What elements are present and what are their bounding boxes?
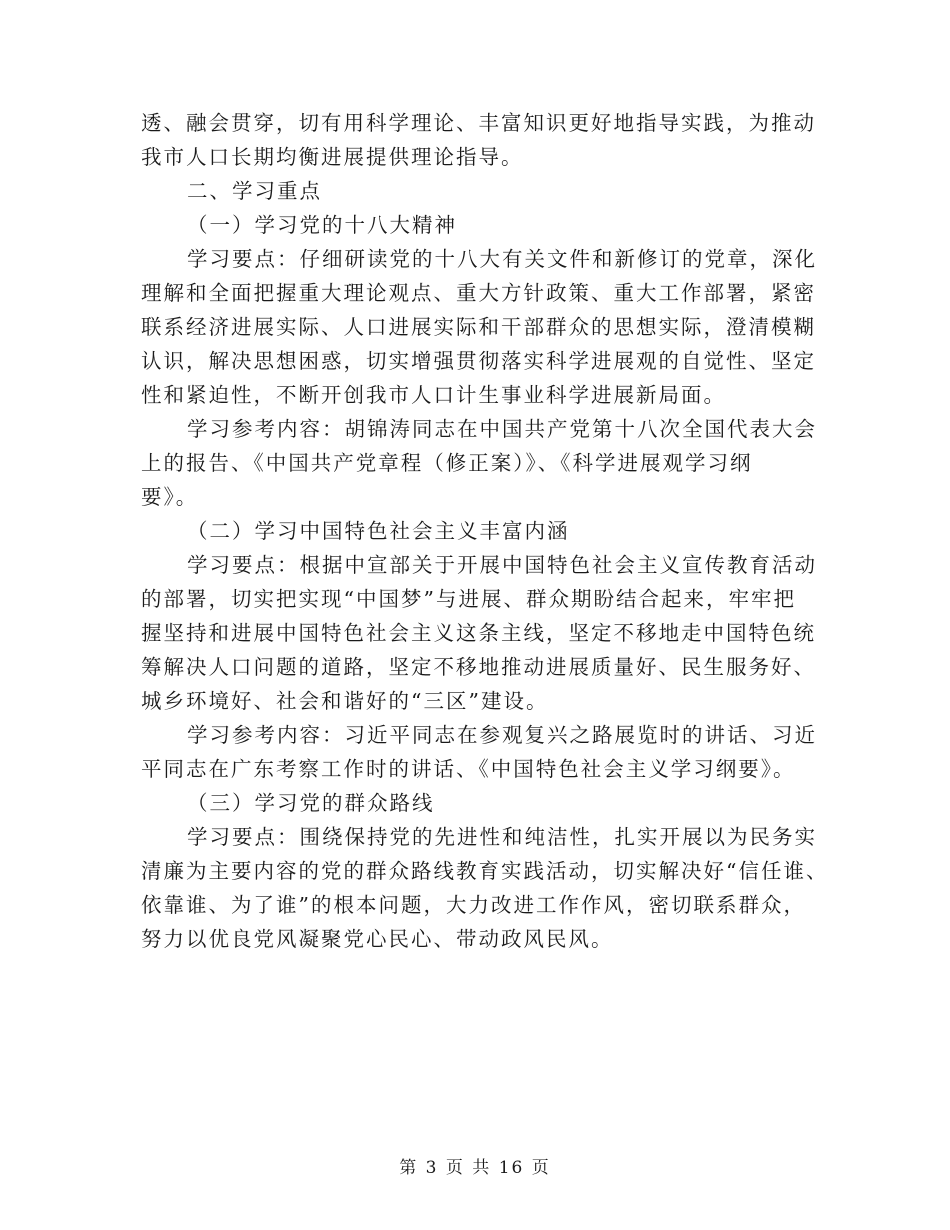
subsection-heading: （三）学习党的群众路线 (187, 791, 435, 815)
text-line: 学习要点：根据中宣部关于开展中国特色社会主义宣传教育活动 (187, 553, 817, 577)
subsection-heading: （一）学习党的十八大精神 (187, 213, 457, 237)
text-line: 平同志在广东考察工作时的讲话、《中国特色社会主义学习纲要》。 (141, 757, 796, 781)
text-line: 理解和全面把握重大理论观点、重大方针政策、重大工作部署，紧密 (141, 281, 816, 305)
text-line: 努力以优良党风凝聚党心民心、带动政风民风。 (141, 927, 614, 951)
text-line: 透、融会贯穿，切有用科学理论、丰富知识更好地指导实践，为推动 (141, 111, 816, 135)
text-line: 我市人口长期均衡进展提供理论指导。 (141, 145, 524, 169)
text-line: 的部署，切实把实现“中国梦”与进展、群众期盼结合起来，牢牢把 (141, 587, 796, 611)
text-line: 城乡环境好、社会和谐好的“三区”建设。 (141, 689, 549, 713)
text-line: 清廉为主要内容的党的群众路线教育实践活动，切实解决好“信任谁、 (141, 859, 829, 883)
section-heading: 二、学习重点 (187, 179, 322, 203)
document-body (141, 106, 829, 956)
text-line: 上的报告、《中国共产党章程（修正案）》、《科学进展观学习纲 (141, 451, 753, 475)
body-text (141, 106, 829, 956)
text-line: 筹解决人口问题的道路，坚定不移地推动进展质量好、民生服务好、 (141, 655, 816, 679)
text-line: 要》。 (141, 485, 199, 509)
page-footer: 第 3 页 共 16 页 (399, 1158, 551, 1178)
text-line: 联系经济进展实际、人口进展实际和干部群众的思想实际，澄清模糊 (141, 315, 816, 339)
subsection-heading: （二）学习中国特色社会主义丰富内涵 (187, 519, 570, 543)
text-line: 学习参考内容：习近平同志在参观复兴之路展览时的讲话、习近 (187, 723, 817, 747)
text-line: 学习要点：围绕保持党的先进性和纯洁性，扎实开展以为民务实 (187, 825, 817, 849)
text-line: 性和紧迫性，不断开创我市人口计生事业科学进展新局面。 (141, 383, 726, 407)
text-line: 握坚持和进展中国特色社会主义这条主线，坚定不移地走中国特色统 (141, 621, 816, 645)
text-line: 学习要点：仔细研读党的十八大有关文件和新修订的党章，深化 (187, 247, 817, 271)
text-line: 认识，解决思想困惑，切实增强贯彻落实科学进展观的自觉性、坚定 (141, 349, 816, 373)
text-line: 依靠谁、为了谁”的根本问题，大力改进工作作风，密切联系群众， (141, 893, 806, 917)
text-line: 学习参考内容：胡锦涛同志在中国共产党第十八次全国代表大会 (187, 417, 817, 441)
